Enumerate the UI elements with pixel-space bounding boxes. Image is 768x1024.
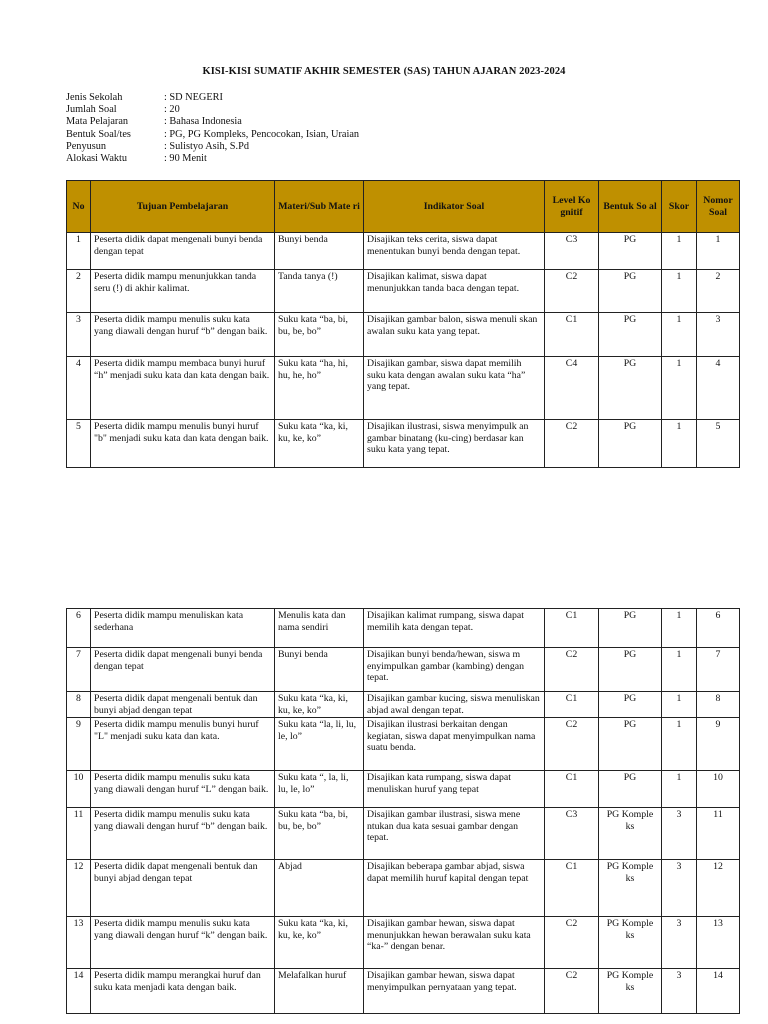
- table-cell: Abjad: [275, 860, 364, 917]
- table-row: [67, 860, 740, 917]
- table-row: [67, 648, 740, 692]
- table-cell: 1: [662, 357, 697, 420]
- table-cell: 8: [697, 692, 740, 718]
- info-label: Penyusun: [66, 140, 107, 152]
- table-cell: C1: [545, 860, 599, 917]
- info-value: : 20: [164, 104, 180, 116]
- table-cell: Tanda tanya (!): [275, 270, 364, 313]
- table-cell: PG: [599, 313, 662, 357]
- table-cell: 6: [67, 609, 91, 648]
- table-cell: 14: [697, 969, 740, 1014]
- table-cell: 5: [697, 420, 740, 468]
- table-cell: C2: [545, 420, 599, 468]
- table-row: [67, 969, 740, 1014]
- info-row: [66, 116, 359, 128]
- table-cell: 3: [662, 860, 697, 917]
- table-cell: C2: [545, 648, 599, 692]
- table-row: [67, 692, 740, 718]
- table-cell: Disajikan gambar hewan, siswa dapat menunjukkan hewan berawalan suku kata “ka-” dengan benar.: [364, 917, 545, 969]
- table-cell: Peserta didik dapat mengenali bunyi benda dengan tepat: [91, 648, 275, 692]
- table-cell: Disajikan gambar ilustrasi, siswa mene ntukan dua kata sesuai gambar dengan tepat.: [364, 808, 545, 860]
- table-cell: Peserta didik mampu menulis suku kata yang diawali dengan huruf “k” dengan baik.: [91, 917, 275, 969]
- table-cell: 1: [697, 233, 740, 270]
- table-cell: 3: [662, 808, 697, 860]
- table-cell: C3: [545, 808, 599, 860]
- table-cell: Suku kata “ha, hi, hu, he, ho”: [275, 357, 364, 420]
- info-row: [66, 104, 359, 116]
- table-cell: Disajikan kalimat, siswa dapat menunjukkan tanda baca dengan tepat.: [364, 270, 545, 313]
- table-cell: 9: [697, 718, 740, 771]
- table-cell: PG Komple ks: [599, 969, 662, 1014]
- table-row: [67, 357, 740, 420]
- table-cell: PG: [599, 771, 662, 808]
- column-header: Bentuk So al: [599, 181, 662, 233]
- table-cell: C1: [545, 771, 599, 808]
- table-cell: Peserta didik dapat mengenali bunyi benda dengan tepat: [91, 233, 275, 270]
- column-header: Level Ko gnitif: [545, 181, 599, 233]
- table-cell: Menulis kata dan nama sendiri: [275, 609, 364, 648]
- table-cell: 1: [662, 270, 697, 313]
- school-info-block: [66, 92, 359, 165]
- table-cell: Disajikan gambar hewan, siswa dapat menyimpulkan pernyataan yang tepat.: [364, 969, 545, 1014]
- column-header: No: [67, 181, 91, 233]
- table-cell: 1: [67, 233, 91, 270]
- table-row: [67, 420, 740, 468]
- table-cell: 1: [662, 692, 697, 718]
- table-cell: Disajikan ilustrasi berkaitan dengan kegiatan, siswa dapat menyimpulkan nama suatu benda.: [364, 718, 545, 771]
- table-cell: Suku kata “, la, li, lu, le, lo”: [275, 771, 364, 808]
- table-row: [67, 313, 740, 357]
- table-cell: Disajikan bunyi benda/hewan, siswa m enyimpulkan gambar (kambing) dengan tepat.: [364, 648, 545, 692]
- table-cell: 1: [662, 609, 697, 648]
- table-row: [67, 808, 740, 860]
- table-cell: C3: [545, 233, 599, 270]
- table-cell: 4: [67, 357, 91, 420]
- table-cell: Peserta didik mampu menulis suku kata yang diawali dengan huruf “L” dengan baik.: [91, 771, 275, 808]
- table-header-row: [67, 181, 740, 233]
- document-title: KISI-KISI SUMATIF AKHIR SEMESTER (SAS) TAHUN AJARAN 2023-2024: [202, 66, 566, 77]
- table-cell: 12: [67, 860, 91, 917]
- table-row: [67, 917, 740, 969]
- table-cell: 6: [697, 609, 740, 648]
- table-cell: Peserta didik mampu merangkai huruf dan suku kata menjadi kata dengan baik.: [91, 969, 275, 1014]
- table-row: [67, 771, 740, 808]
- table-cell: 5: [67, 420, 91, 468]
- table-cell: Suku kata “ka, ki, ku, ke, ko”: [275, 692, 364, 718]
- table-cell: 2: [67, 270, 91, 313]
- kisi-kisi-table-page-1: [66, 180, 740, 468]
- info-label: Bentuk Soal/tes: [66, 128, 131, 140]
- table-cell: Peserta didik mampu menunjukkan tanda seru (!) di akhir kalimat.: [91, 270, 275, 313]
- table-cell: C1: [545, 692, 599, 718]
- table-row: [67, 718, 740, 771]
- info-value: : SD NEGERI: [164, 92, 223, 103]
- table-cell: PG: [599, 648, 662, 692]
- table-cell: 13: [67, 917, 91, 969]
- table-cell: C2: [545, 969, 599, 1014]
- table-cell: Suku kata “ba, bi, bu, be, bo”: [275, 313, 364, 357]
- table-cell: Peserta didik mampu menulis suku kata yang diawali dengan huruf “b” dengan baik.: [91, 808, 275, 860]
- table-row: [67, 609, 740, 648]
- table-cell: PG Komple ks: [599, 917, 662, 969]
- table-cell: Peserta didik dapat mengenali bentuk dan bunyi abjad dengan tepat: [91, 692, 275, 718]
- table-cell: 1: [662, 233, 697, 270]
- table-cell: Disajikan gambar, siswa dapat memilih suku kata dengan awalan suku kata “ha” yang tepat.: [364, 357, 545, 420]
- info-label: Jenis Sekolah: [66, 92, 123, 103]
- table-cell: Melafalkan huruf: [275, 969, 364, 1014]
- info-row: [66, 129, 359, 141]
- info-label: Jumlah Soal: [66, 104, 117, 116]
- table-cell: Suku kata “ka, ki, ku, ke, ko”: [275, 420, 364, 468]
- table-cell: Peserta didik mampu menulis bunyi huruf "b" menjadi suku kata dan kata dengan baik.: [91, 420, 275, 468]
- table-cell: PG: [599, 233, 662, 270]
- table-cell: Peserta didik mampu menulis suku kata yang diawali dengan huruf “b” dengan baik.: [91, 313, 275, 357]
- table-cell: 9: [67, 718, 91, 771]
- table-cell: 8: [67, 692, 91, 718]
- table-cell: PG Komple ks: [599, 860, 662, 917]
- table-cell: Disajikan teks cerita, siswa dapat menentukan bunyi benda dengan tepat.: [364, 233, 545, 270]
- table-cell: 1: [662, 648, 697, 692]
- info-value: : 90 Menit: [164, 153, 207, 165]
- table-cell: Peserta didik mampu menulis bunyi huruf "L" menjadi suku kata dan kata.: [91, 718, 275, 771]
- info-label: Alokasi Waktu: [66, 153, 128, 165]
- table-cell: Bunyi benda: [275, 233, 364, 270]
- table-cell: C2: [545, 917, 599, 969]
- table-cell: Disajikan beberapa gambar abjad, siswa dapat memilih huruf kapital dengan tepat: [364, 860, 545, 917]
- table-cell: 11: [67, 808, 91, 860]
- table-cell: C1: [545, 313, 599, 357]
- table-cell: 1: [662, 771, 697, 808]
- table-cell: 1: [662, 420, 697, 468]
- table-cell: Disajikan ilustrasi, siswa menyimpulk an gambar binatang (ku-cing) berdasar kan suku kata yang tepat.: [364, 420, 545, 468]
- info-row: [66, 153, 359, 165]
- table-cell: PG: [599, 270, 662, 313]
- table-row: [67, 270, 740, 313]
- table-cell: Peserta didik mampu membaca bunyi huruf “h” menjadi suku kata dan kata dengan baik.: [91, 357, 275, 420]
- table-row: [67, 233, 740, 270]
- info-value: : Sulistyo Asih, S.Pd: [164, 140, 249, 152]
- table-cell: 13: [697, 917, 740, 969]
- table-cell: 11: [697, 808, 740, 860]
- column-header: Skor: [662, 181, 697, 233]
- table-cell: 3: [662, 969, 697, 1014]
- table-cell: Peserta didik mampu menuliskan kata sederhana: [91, 609, 275, 648]
- info-row: [66, 141, 359, 153]
- table-cell: 10: [67, 771, 91, 808]
- column-header: Nomor Soal: [697, 181, 740, 233]
- table-cell: PG: [599, 718, 662, 771]
- column-header: Materi/Sub Mate ri: [275, 181, 364, 233]
- info-row: [66, 92, 359, 104]
- table-cell: PG: [599, 692, 662, 718]
- table-cell: 7: [67, 648, 91, 692]
- table-cell: Disajikan kata rumpang, siswa dapat menuliskan huruf yang tepat: [364, 771, 545, 808]
- table-cell: C1: [545, 609, 599, 648]
- table-cell: Peserta didik dapat mengenali bentuk dan bunyi abjad dengan tepat: [91, 860, 275, 917]
- table-cell: PG: [599, 609, 662, 648]
- table-cell: PG: [599, 357, 662, 420]
- kisi-kisi-table-page-2: [66, 608, 740, 1014]
- table-cell: 10: [697, 771, 740, 808]
- table-cell: 7: [697, 648, 740, 692]
- table-cell: 12: [697, 860, 740, 917]
- table-cell: 14: [67, 969, 91, 1014]
- table-cell: Bunyi benda: [275, 648, 364, 692]
- column-header: Indikator Soal: [364, 181, 545, 233]
- table-cell: Suku kata “la, li, lu, le, lo”: [275, 718, 364, 771]
- table-cell: 2: [697, 270, 740, 313]
- table-cell: C2: [545, 718, 599, 771]
- table-cell: 3: [662, 917, 697, 969]
- info-label: Mata Pelajaran: [66, 116, 129, 128]
- table-cell: Disajikan gambar kucing, siswa menuliskan abjad awal dengan tepat.: [364, 692, 545, 718]
- table-cell: Suku kata “ba, bi, bu, be, bo”: [275, 808, 364, 860]
- table-cell: Disajikan gambar balon, siswa menuli skan awalan suku kata yang tepat.: [364, 313, 545, 357]
- column-header: Tujuan Pembelajaran: [91, 181, 275, 233]
- table-cell: 4: [697, 357, 740, 420]
- table-cell: 1: [662, 718, 697, 771]
- table-cell: 3: [697, 313, 740, 357]
- table-cell: Disajikan kalimat rumpang, siswa dapat memilih kata dengan tepat.: [364, 609, 545, 648]
- table-cell: 1: [662, 313, 697, 357]
- table-cell: PG: [599, 420, 662, 468]
- table-cell: PG Komple ks: [599, 808, 662, 860]
- table-cell: C4: [545, 357, 599, 420]
- table-cell: C2: [545, 270, 599, 313]
- info-value: : PG, PG Kompleks, Pencocokan, Isian, Uraian: [164, 128, 360, 140]
- table-cell: 3: [67, 313, 91, 357]
- info-value: : Bahasa Indonesia: [164, 116, 242, 128]
- table-cell: Suku kata “ka, ki, ku, ke, ko”: [275, 917, 364, 969]
